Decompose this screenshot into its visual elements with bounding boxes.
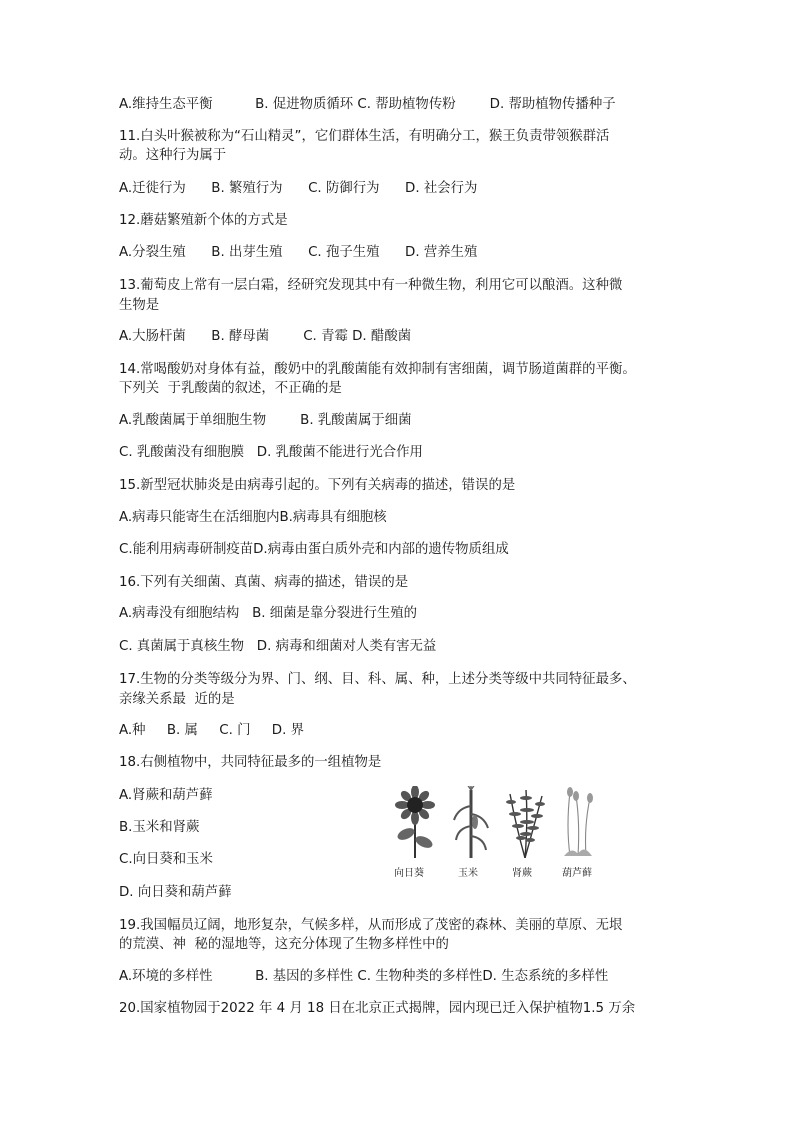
q19-options: A.环境的多样性 B. 基因的多样性 C. 生物种类的多样性D. 生态系统的多样性: [119, 969, 609, 984]
fern-illustration: [502, 786, 548, 858]
q14-stem-line1: 14.常喝酸奶对身体有益，酸奶中的乳酸菌能有效抑制有害细菌，调节肠道菌群的平衡。: [119, 362, 636, 377]
q17-stem-line1: 17.生物的分类等级分为界、门、纲、目、科、属、种，上述分类等级中共同特征最多、: [119, 672, 636, 687]
q15-options-line1: A.病毒只能寄生在活细胞内B.病毒具有细胞核: [119, 510, 387, 525]
sunflower-illustration: [392, 786, 438, 858]
q19-stem-line1: 19.我国幅员辽阔，地形复杂，气候多样，从而形成了茂密的森林、美丽的草原、无垠: [119, 918, 623, 933]
q18-option-d: D. 向日葵和葫芦藓: [119, 885, 232, 900]
q17-stem-line2: 亲缘关系最 近的是: [119, 692, 235, 707]
q11-stem-line1: 11.白头叶猴被称为“石山精灵”，它们群体生活，有明确分工，猴王负责带领猴群活: [119, 129, 610, 144]
q14-options-line2: C. 乳酸菌没有细胞膜 D. 乳酸菌不能进行光合作用: [119, 445, 423, 460]
q11-options: A.迁徙行为 B. 繁殖行为 C. 防御行为 D. 社会行为: [119, 181, 478, 196]
q15-options-line2: C.能利用病毒研制疫苗D.病毒由蛋白质外壳和内部的遗传物质组成: [119, 542, 509, 557]
q17-options: A.种 B. 属 C. 门 D. 界: [119, 723, 304, 738]
corn-illustration: [448, 786, 494, 858]
q11-stem-line2: 动。这种行为属于: [119, 148, 227, 163]
q19-stem-line2: 的荒漠、神 秘的湿地等，这充分体现了生物多样性中的: [119, 937, 449, 952]
caption-moss: 葫芦藓: [562, 868, 592, 879]
q14-stem-line2: 下列关 于乳酸菌的叙述，不正确的是: [119, 381, 342, 396]
q16-options-line2: C. 真菌属于真核生物 D. 病毒和细菌对人类有害无益: [119, 639, 437, 654]
q12-options: A.分裂生殖 B. 出芽生殖 C. 孢子生殖 D. 营养生殖: [119, 245, 478, 260]
q18-option-a: A.肾蕨和葫芦藓: [119, 788, 213, 803]
q18-option-c: C.向日葵和玉米: [119, 852, 213, 867]
plants-figure: [390, 786, 602, 884]
q13-stem-line1: 13.葡萄皮上常有一层白霜，经研究发现其中有一种微生物，利用它可以酿酒。这种微: [119, 278, 623, 293]
caption-corn: 玉米: [458, 868, 478, 879]
q15-stem: 15.新型冠状肺炎是由病毒引起的。下列有关病毒的描述，错误的是: [119, 478, 516, 493]
caption-fern: 肾蕨: [512, 868, 532, 879]
q10-options: A.维持生态平衡 B. 促进物质循环 C. 帮助植物传粉 D. 帮助植物传播种子: [119, 97, 616, 112]
q18-option-b: B.玉米和肾蕨: [119, 820, 200, 835]
q18-stem: 18.右侧植物中，共同特征最多的一组植物是: [119, 755, 382, 770]
q13-options: A.大肠杆菌 B. 酵母菌 C. 青霉 D. 醋酸菌: [119, 329, 412, 344]
q14-options-line1: A.乳酸菌属于单细胞生物 B. 乳酸菌属于细菌: [119, 413, 412, 428]
moss-illustration: [556, 786, 602, 858]
q20-stem-line1: 20.国家植物园于2022 年 4 月 18 日在北京正式揭牌，园内现已迁入保护植物1.5 万余: [119, 1001, 636, 1016]
caption-sunflower: 向日葵: [394, 868, 424, 879]
q12-stem: 12.蘑菇繁殖新个体的方式是: [119, 213, 288, 228]
q16-stem: 16.下列有关细菌、真菌、病毒的描述，错误的是: [119, 575, 409, 590]
q13-stem-line2: 生物是: [119, 298, 160, 313]
q16-options-line1: A.病毒没有细胞结构 B. 细菌是靠分裂进行生殖的: [119, 606, 418, 621]
